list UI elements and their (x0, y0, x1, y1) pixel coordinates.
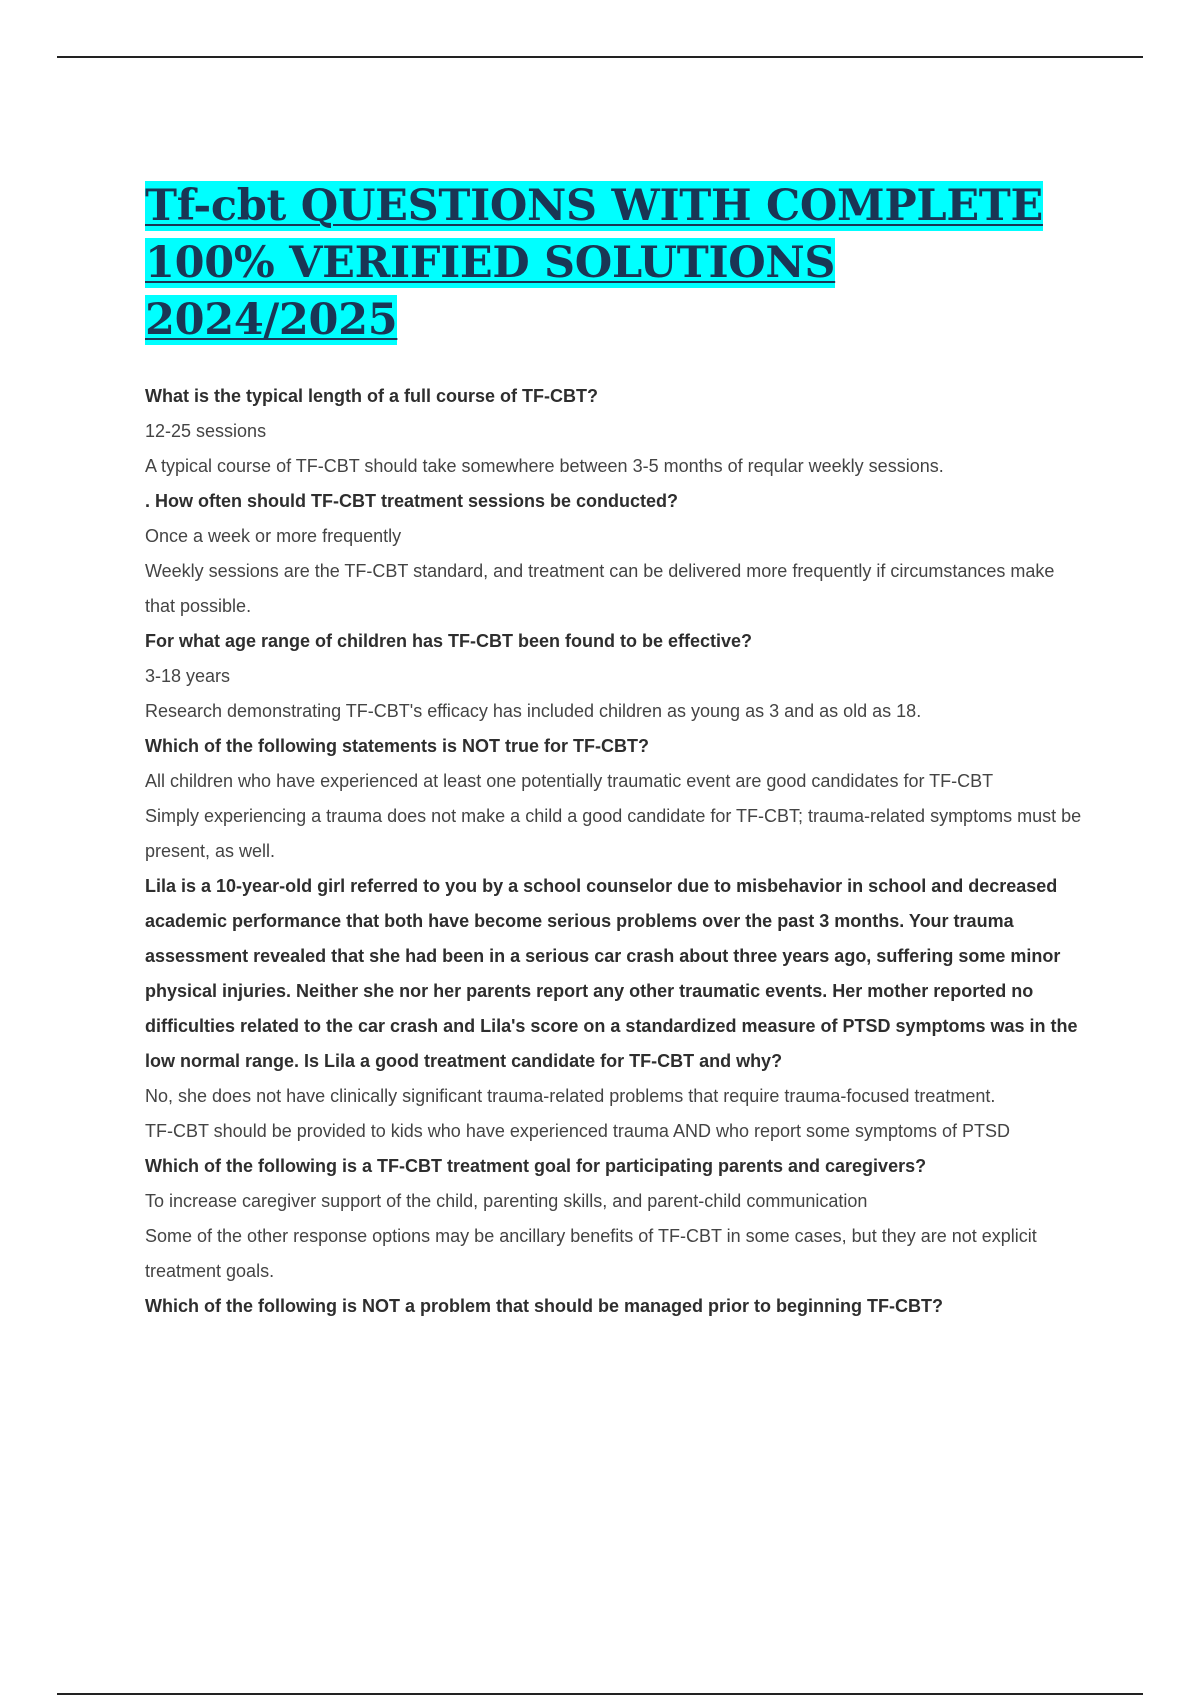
question-text: Lila is a 10-year-old girl referred to you by a school counselor due to misbehavior in school and decreased academic performance that both have become serious problems over the past 3 months. Your trauma assessment revealed that she had been in a serious car crash about three years ago, suffering some minor physical injuries. Neither she nor her parents report any other traumatic events. Her mother reported no difficulties related to the car crash and Lila's score on a standardized measure of PTSD symptoms was in the low normal range. Is Lila a good treatment candidate for TF-CBT and why? (145, 876, 1078, 1071)
question-text: Which of the following statements is NOT true for TF-CBT? (145, 736, 649, 756)
answer-text: All children who have experienced at least one potentially traumatic event are good candidates for TF-CBT (145, 771, 994, 791)
document-title-text: Tf-cbt QUESTIONS WITH COMPLETE 100% VERIFIED SOLUTIONS 2024/2025 (145, 181, 1043, 345)
question-text: Which of the following is NOT a problem that should be managed prior to beginning TF-CBT? (145, 1296, 943, 1316)
document-body (145, 178, 1085, 1324)
document-title (145, 178, 1085, 349)
explanation-text: Research demonstrating TF-CBT's efficacy has included children as young as 3 and as old as 18. (145, 701, 922, 721)
explanation-text: Some of the other response options may be ancillary benefits of TF-CBT in some cases, but they are not explicit treatment goals. (145, 1226, 1037, 1281)
explanation-text: Simply experiencing a trauma does not make a child a good candidate for TF-CBT; trauma-related symptoms must be present, as well. (145, 806, 1082, 861)
header-rule (57, 56, 1143, 58)
explanation-text: Weekly sessions are the TF-CBT standard, and treatment can be delivered more frequently if circumstances make that possible. (145, 561, 1055, 616)
answer-text: No, she does not have clinically significant trauma-related problems that require trauma-focused treatment. (145, 1086, 996, 1106)
question-text: For what age range of children has TF-CBT been found to be effective? (145, 631, 753, 651)
answer-text: 3-18 years (145, 666, 231, 686)
answer-text: Once a week or more frequently (145, 526, 402, 546)
explanation-text: A typical course of TF-CBT should take somewhere between 3-5 months of reqular weekly sessions. (145, 456, 944, 476)
question-text: Which of the following is a TF-CBT treatment goal for participating parents and caregivers? (145, 1156, 927, 1176)
question-text: What is the typical length of a full course of TF-CBT? (145, 386, 599, 406)
explanation-text: TF-CBT should be provided to kids who have experienced trauma AND who report some symptoms of PTSD (145, 1121, 1011, 1141)
answer-text: To increase caregiver support of the child, parenting skills, and parent-child communication (145, 1191, 868, 1211)
question-text: . How often should TF-CBT treatment sessions be conducted? (145, 491, 679, 511)
footer-rule (57, 1693, 1143, 1695)
answer-text: 12-25 sessions (145, 421, 267, 441)
